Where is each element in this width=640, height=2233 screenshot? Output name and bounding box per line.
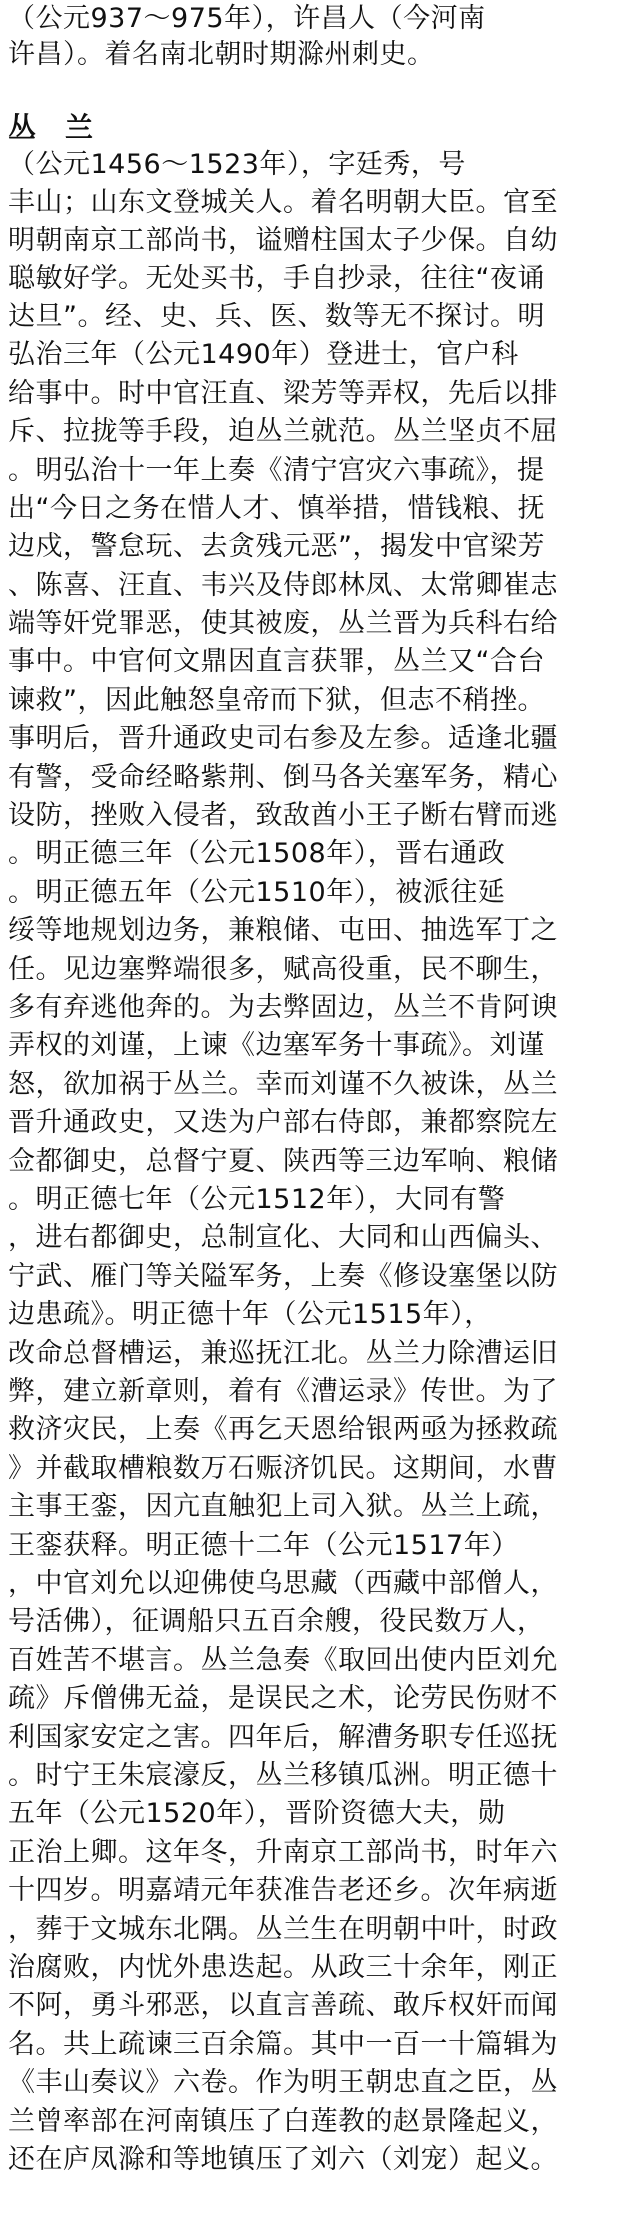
text-line: 谏救”，因此触怒皇帝而下狱，但志不稍挫。 [8, 685, 545, 716]
text-line: 端等奸党罪恶，使其被废，丛兰晋为兵科右给 [8, 608, 558, 639]
text-line: 十四岁。明嘉靖元年获准告老还乡。次年病逝 [8, 1875, 558, 1906]
text-line: 、陈喜、汪直、韦兴及侍郎林凤、太常卿崔志 [8, 570, 558, 601]
text-line: 佥都御史，总督宁夏、陕西等三边军响、粮储 [8, 1146, 558, 1177]
text-line: 》并截取槽粮数万石赈济饥民。这期间，水曹 [8, 1453, 558, 1484]
text-line: 弘治三年（公元1490年）登进士，官户科 [8, 339, 519, 370]
text-line: 给事中。时中官汪直、梁芳等弄权，先后以排 [8, 378, 558, 409]
text-line: 还在庐凤滁和等地镇压了刘六（刘宠）起义。 [8, 2144, 558, 2175]
text-line: （公元937～975年），许昌人（今河南 [8, 3, 486, 34]
text-line: 治腐败，内忧外患迭起。从政三十余年，刚正 [8, 1952, 558, 1983]
text-line: 。时宁王朱宸濠反，丛兰移镇瓜洲。明正德十 [8, 1760, 558, 1791]
text-line: 多有弃逃他奔的。为去弊固边，丛兰不肯阿谀 [8, 992, 558, 1023]
text-line: 事中。中官何文鼎因直言获罪，丛兰又“合台 [8, 646, 545, 677]
text-line: 边戍，警怠玩、去贪残元恶”，揭发中官梁芳 [8, 531, 545, 562]
text-line: 救济灾民，上奏《再乞天恩给银两亟为拯救疏 [8, 1414, 558, 1445]
text-line: 边患疏》。明正德十年（公元1515年）， [8, 1299, 492, 1330]
text-line: 不阿，勇斗邪恶，以直言善疏、敢斥权奸而闻 [8, 1990, 558, 2021]
text-line: 丰山；山东文登城关人。着名明朝大臣。官至 [8, 187, 558, 218]
text-line: 。明正德三年（公元1508年），晋右通政 [8, 838, 506, 869]
text-line: 疏》斥僧佛无益，是误民之术，论劳民伤财不 [8, 1683, 558, 1714]
text-line: 设防，挫败入侵者，致敌酋小王子断右臂而逃 [8, 800, 558, 831]
text-line: ，进右都御史，总制宣化、大同和山西偏头、 [8, 1222, 558, 1253]
text-line: 晋升通政史，又迭为户部右侍郎，兼都察院左 [8, 1107, 558, 1138]
text-line: 改命总督槽运，兼巡抚江北。丛兰力除漕运旧 [8, 1338, 558, 1369]
text-line: 明朝南京工部尚书，谥赠柱国太子少保。自幼 [8, 225, 558, 256]
text-line: 王銮获释。明正德十二年（公元1517年） [8, 1530, 519, 1561]
text-line: 绥等地规划边务，兼粮储、屯田、抽选军丁之 [8, 915, 558, 946]
text-line: ，葬于文城东北隅。丛兰生在明朝中叶，时政 [8, 1914, 558, 1945]
text-line: 主事王銮，因亢直触犯上司入狱。丛兰上疏， [8, 1491, 558, 1522]
text-line: 利国家安定之害。四年后，解漕务职专任巡抚 [8, 1722, 558, 1753]
text-line: （公元1456～1523年），字廷秀，号 [8, 149, 466, 180]
text-line: 五年（公元1520年），晋阶资德大夫，勋 [8, 1798, 506, 1829]
text-line: ，中官刘允以迎佛使乌思藏（西藏中部僧人， [8, 1568, 558, 1599]
section-heading: 丛 兰 [8, 111, 94, 144]
text-line: 怒，欲加祸于丛兰。幸而刘谨不久被诛，丛兰 [8, 1069, 558, 1100]
text-line: 事明后，晋升通政史司右参及左参。适逢北疆 [8, 723, 558, 754]
text-line: 宁武、雁门等关隘军务，上奏《修设塞堡以防 [8, 1261, 558, 1292]
text-line: 任。见边塞弊端很多，赋高役重，民不聊生， [8, 954, 558, 985]
text-line: 名。共上疏谏三百余篇。其中一百一十篇辑为 [8, 2029, 558, 2060]
text-line: 弊，建立新章则，着有《漕运录》传世。为了 [8, 1376, 558, 1407]
text-line: 斥、拉拢等手段，迫丛兰就范。丛兰坚贞不屈 [8, 416, 558, 447]
text-line: 聪敏好学。无处买书，手自抄录，往往“夜诵 [8, 263, 545, 294]
text-line: 出“今日之务在惜人才、慎举措，惜钱粮、抚 [8, 493, 545, 524]
text-line: 弄权的刘谨，上谏《边塞军务十事疏》。刘谨 [8, 1030, 545, 1061]
text-line: 。明弘治十一年上奏《清宁宫灾六事疏》，提 [8, 455, 545, 486]
text-line: 正治上卿。这年冬，升南京工部尚书，时年六 [8, 1837, 558, 1868]
text-line: 有警，受命经略紫荆、倒马各关塞军务，精心 [8, 762, 558, 793]
text-line: 百姓苦不堪言。丛兰急奏《取回出使内臣刘允 [8, 1645, 558, 1676]
text-line: 。明正德七年（公元1512年），大同有警 [8, 1184, 506, 1215]
text-line: 许昌）。着名南北朝时期滁州刺史。 [8, 39, 435, 70]
text-line: 号活佛），征调船只五百余艘，役民数万人， [8, 1606, 545, 1637]
text-line: 。明正德五年（公元1510年），被派往延 [8, 877, 506, 908]
text-line: 《丰山奏议》六卷。作为明王朝忠直之臣，丛 [8, 2067, 558, 2098]
text-line: 达旦”。经、史、兵、医、数等无不探讨。明 [8, 301, 545, 332]
text-line: 兰曾率部在河南镇压了白莲教的赵景隆起义， [8, 2106, 558, 2137]
